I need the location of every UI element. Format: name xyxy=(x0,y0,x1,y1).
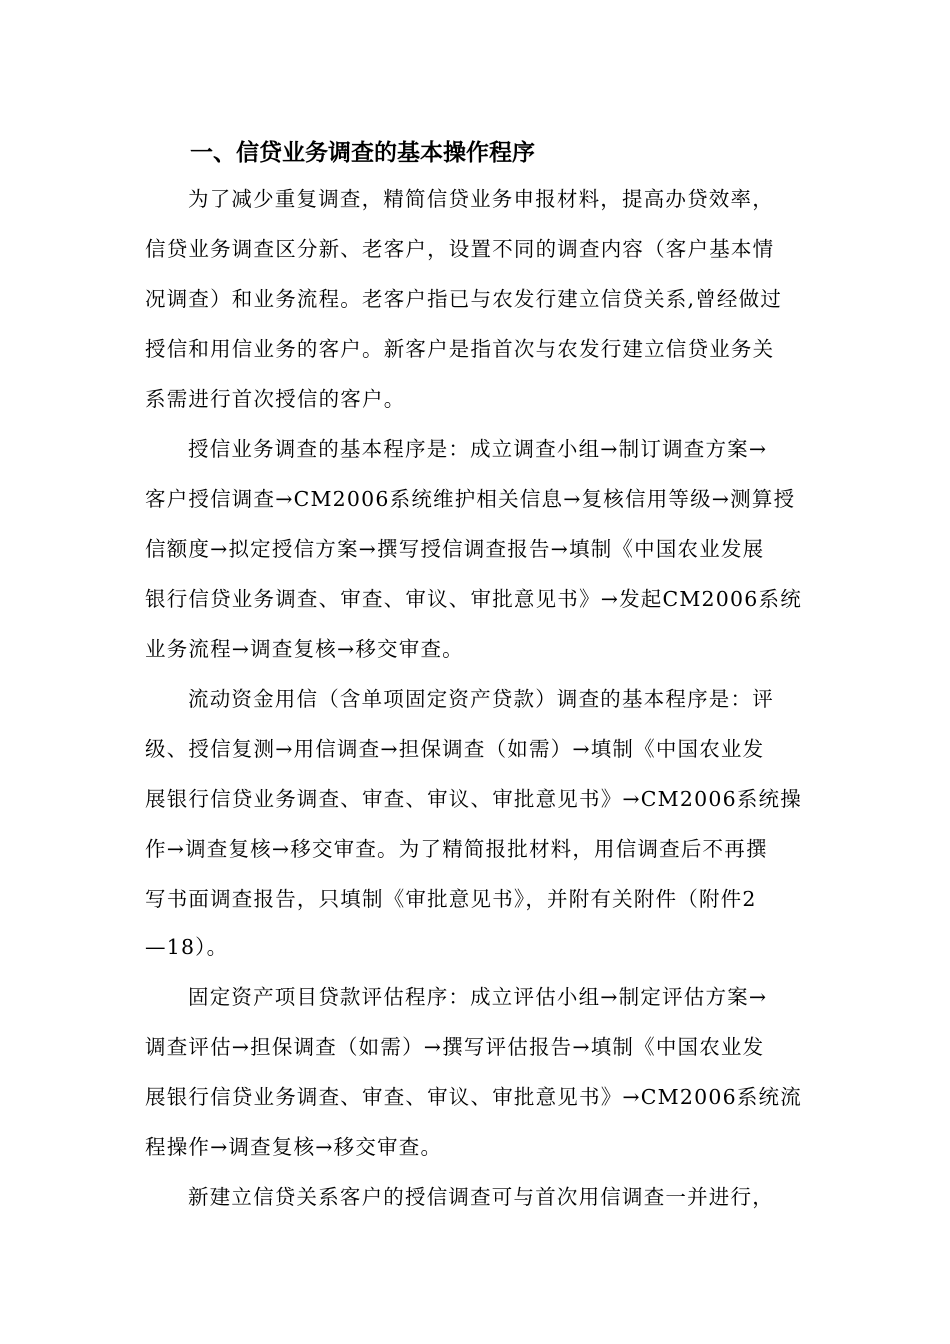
paragraph-line: 客户授信调查→CM2006系统维护相关信息→复核信用等级→测算授 xyxy=(145,487,796,511)
paragraph-line: 银行信贷业务调查、审查、审议、审批意见书》→发起CM2006系统 xyxy=(145,587,802,611)
paragraph-line: 授信业务调查的基本程序是：成立调查小组→制订调查方案→ xyxy=(188,437,768,461)
paragraph-line: 系需进行首次授信的客户。 xyxy=(145,387,406,411)
paragraph-line: 为了减少重复调查，精简信贷业务申报材料，提高办贷效率， xyxy=(188,187,774,211)
section-heading: 一、信贷业务调查的基本操作程序 xyxy=(190,140,535,166)
paragraph-line: 业务流程→调查复核→移交审查。 xyxy=(145,637,464,661)
paragraph-line: 展银行信贷业务调查、审查、审议、审批意见书》→CM2006系统流 xyxy=(145,1085,802,1109)
paragraph-line: 固定资产项目贷款评估程序：成立评估小组→制定评估方案→ xyxy=(188,985,768,1009)
paragraph-line: 流动资金用信（含单项固定资产贷款）调查的基本程序是：评 xyxy=(188,687,774,711)
paragraph-line: 信额度→拟定授信方案→撰写授信调查报告→填制《中国农业发展 xyxy=(145,537,765,561)
paragraph-line: 写书面调查报告，只填制《审批意见书》，并附有关附件（附件2 xyxy=(145,887,757,911)
paragraph-line: 新建立信贷关系客户的授信调查可与首次用信调查一并进行， xyxy=(188,1185,774,1209)
paragraph-line: —18）。 xyxy=(145,935,229,959)
paragraph-line: 展银行信贷业务调查、审查、审议、审批意见书》→CM2006系统操 xyxy=(145,787,802,811)
paragraph-line: 级、授信复测→用信调查→担保调查（如需）→填制《中国农业发 xyxy=(145,737,765,761)
paragraph-line: 授信和用信业务的客户。新客户是指首次与农发行建立信贷业务关 xyxy=(145,337,775,361)
paragraph-line: 程操作→调查复核→移交审查。 xyxy=(145,1135,443,1159)
paragraph-line: 况调查）和业务流程。老客户指已与农发行建立信贷关系,曾经做过 xyxy=(145,287,783,311)
paragraph-line: 信贷业务调查区分新、老客户，设置不同的调查内容（客户基本情 xyxy=(145,237,775,261)
paragraph-line: 调查评估→担保调查（如需）→撰写评估报告→填制《中国农业发 xyxy=(145,1035,765,1059)
paragraph-line: 作→调查复核→移交审查。为了精简报批材料，用信调查后不再撰 xyxy=(145,837,768,861)
